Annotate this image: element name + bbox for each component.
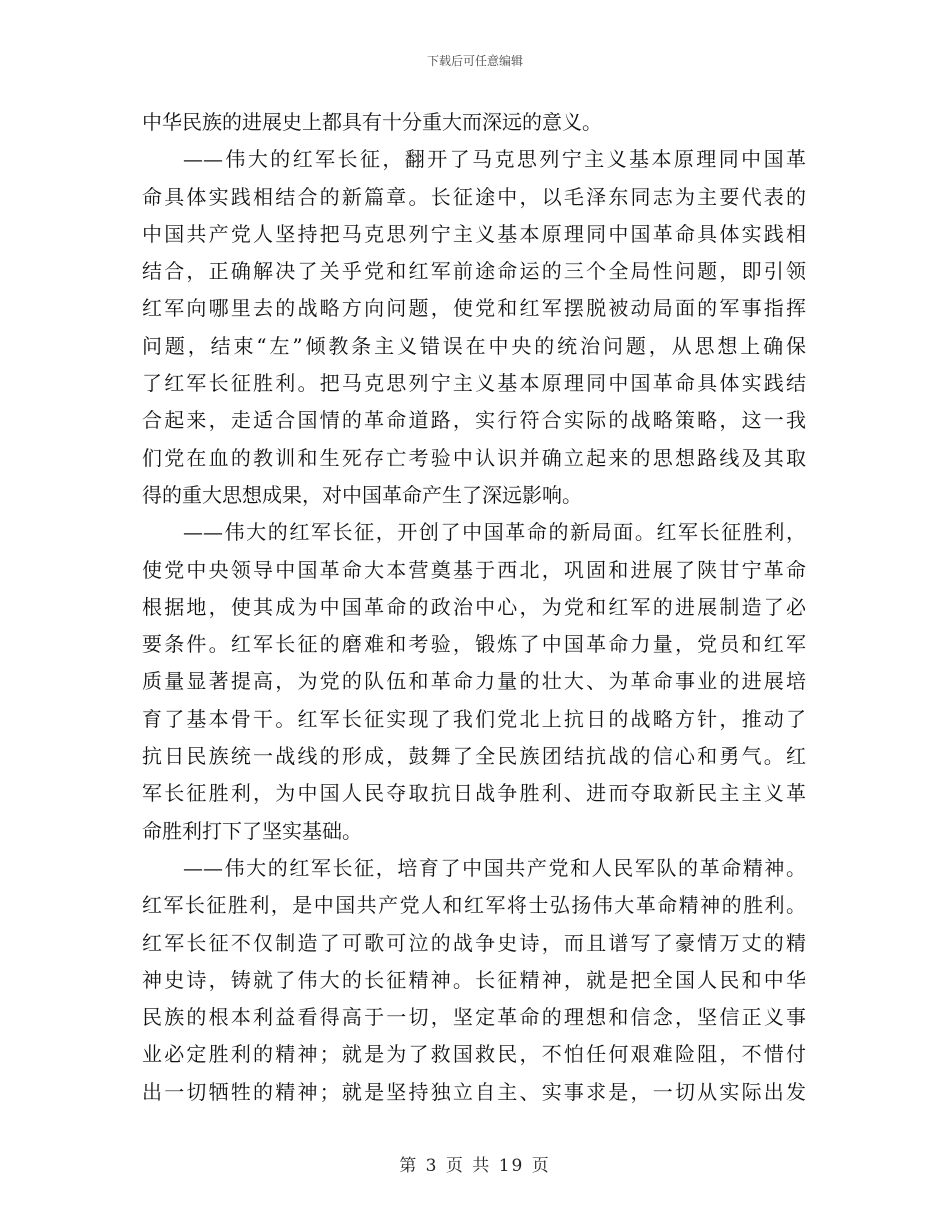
text-line: 中华民族的进展史上都具有十分重大而深远的意义。 — [142, 110, 602, 134]
text-line: ——伟大的红军长征，培育了中国共产党和人民军队的革命精神。 — [183, 855, 806, 880]
text-line: 神史诗，铸就了伟大的长征精神。长征精神，就是把全国人民和中华 — [142, 967, 806, 992]
text-line: 红军长征不仅制造了可歌可泣的战争史诗，而且谱写了豪情万丈的精 — [142, 930, 806, 955]
text-line: 合起来，走适合国情的革命道路，实行符合实际的战略策略，这一我 — [142, 408, 806, 433]
text-line: 质量显著提高，为党的队伍和革命力量的壮大、为革命事业的进展培 — [142, 669, 806, 694]
header-note: 下载后可任意编辑 — [426, 54, 523, 68]
text-line: 红军长征胜利，是中国共产党人和红军将士弘扬伟大革命精神的胜利。 — [142, 893, 806, 918]
body-text — [142, 104, 806, 1111]
text-line: 结合，正确解决了关乎党和红军前途命运的三个全局性问题，即引领 — [142, 259, 806, 284]
text-line: 了红军长征胜利。把马克思列宁主义基本原理同中国革命具体实践结 — [142, 371, 806, 396]
text-line: 出一切牺牲的精神；就是坚持独立自主、实事求是，一切从实际出发 — [142, 1079, 806, 1104]
text-line: ——伟大的红军长征，翻开了马克思列宁主义基本原理同中国革 — [183, 147, 806, 172]
text-line: 命具体实践相结合的新篇章。长征途中，以毛泽东同志为主要代表的 — [142, 184, 806, 209]
text-line: 中国共产党人坚持把马克思列宁主义基本原理同中国革命具体实践相 — [142, 221, 806, 246]
text-line: 民族的根本利益看得高于一切，坚定革命的理想和信念，坚信正义事 — [142, 1005, 806, 1030]
text-line: 得的重大思想成果，对中国革命产生了深远影响。 — [142, 482, 582, 507]
text-line: 根据地，使其成为中国革命的政治中心，为党和红军的进展制造了必 — [142, 594, 806, 619]
text-line: 育了基本骨干。红军长征实现了我们党北上抗日的战略方针，推动了 — [142, 706, 806, 731]
page-number-footer: 第 3 页 共 19 页 — [399, 1156, 551, 1176]
text-line: 业必定胜利的精神；就是为了救国救民，不怕任何艰难险阻，不惜付 — [142, 1042, 806, 1067]
text-line: 军长征胜利，为中国人民夺取抗日战争胜利、进而夺取新民主主义革 — [142, 781, 806, 806]
text-line: ——伟大的红军长征，开创了中国革命的新局面。红军长征胜利， — [183, 520, 806, 545]
text-line: 命胜利打下了坚实基础。 — [142, 818, 362, 843]
text-line: 抗日民族统一战线的形成，鼓舞了全民族团结抗战的信心和勇气。红 — [142, 744, 806, 769]
text-line: 们党在血的教训和生死存亡考验中认识并确立起来的思想路线及其取 — [142, 445, 806, 470]
text-line: 要条件。红军长征的磨难和考验，锻炼了中国革命力量，党员和红军 — [142, 632, 806, 657]
text-line: 红军向哪里去的战略方向问题，使党和红军摆脱被动局面的军事指挥 — [142, 296, 806, 321]
text-line: 问题，结束“左”倾教条主义错误在中央的统治问题，从思想上确保 — [142, 333, 806, 358]
text-line: 使党中央领导中国革命大本营奠基于西北，巩固和进展了陕甘宁革命 — [142, 557, 806, 582]
